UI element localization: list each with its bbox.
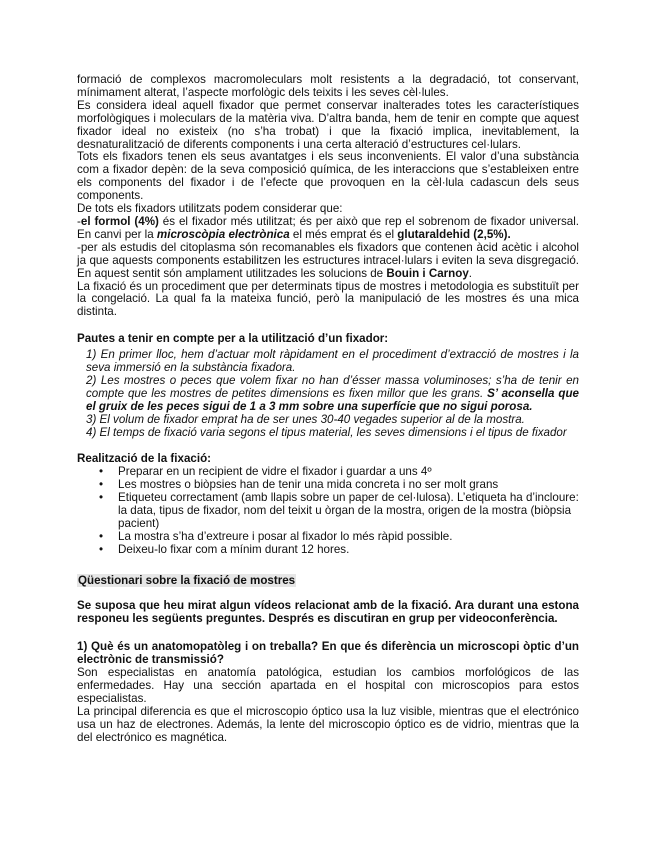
- formol-paragraph: [77, 216, 579, 242]
- microscopia-bold-italic: microscòpia electrònica: [156, 227, 290, 241]
- bullet-icon: •: [99, 529, 104, 543]
- questionari-heading-highlight: Qüestionari sobre la fixació de mostres: [78, 573, 296, 587]
- pautes-item-1: 1) En primer lloc, hem d’actuar molt ràpidament en el procediment d’extracció de mostres i la seva immersió en la substància fixadora.: [86, 348, 579, 375]
- list-item: • Preparar en un recipient de vidre el fixador i guardar a uns 4º: [99, 465, 432, 479]
- questionari-intro: Se suposa que heu mirat algun vídeos relacionat amb de la fixació. Ara durant una estona responeu les següents preguntes. Després es discutiran en grup per videoconferència.: [77, 598, 579, 625]
- question-1: 1) Què és un anatomopatòleg i on treballa? En que és diferència un microscopi òptic d’un electrònic de transmissió?: [77, 640, 579, 667]
- pautes-item-2-bold: S’ aconsella que el gruix de les peces sigui de 1 a 3 mm sobre una superfície que no sigui porosa.: [86, 386, 580, 413]
- intro-paragraph-3: Tots els fixadors tenen els seus avantatges i els seus inconvenients. El valor d’una substància com a fixador depèn: de la seva composició química, de les interaccions que s’estableixen entre els components del fixador i de l’efecte que provoquen en la cèl·lula cadascun dels seus components.: [77, 150, 579, 203]
- list-item: • Deixeu-lo fixar com a mínim durant 12 hores.: [99, 542, 350, 556]
- bullet-icon: •: [99, 491, 104, 505]
- intro-paragraph-2: Es considera ideal aquell fixador que permet conservar inalterades totes les característiques morfològiques i moleculars de la matèria viva. D’altra banda, hem de tenir en compte que aquest fixador ideal no existeix (no s’ha trobat) i que la fixació implica, inevitablement, la desnaturalització de diferents components i una certa alteració d’estructures cel·lulars.: [77, 98, 579, 151]
- formol-bold: el formol (4%): [80, 214, 159, 228]
- intro-paragraph-1: formació de complexos macromoleculars molt resistents a la degradació, tot conservant, mínimament alterat, l’aspecte morfològic dels teixits i les seves cèl·lules.: [77, 73, 579, 99]
- citoplasma-period: .: [468, 266, 473, 280]
- bullet-icon: •: [99, 478, 104, 492]
- pautes-item-3: 3) El volum de fixador emprat ha de ser unes 30-40 vegades superior al de la mostra.: [86, 412, 525, 426]
- formol-text-2: el més emprat és el: [289, 227, 398, 241]
- bullet-icon: •: [99, 465, 104, 479]
- list-item: • La mostra s’ha d’extreure i posar al fixador lo més ràpid possible.: [99, 529, 453, 543]
- citoplasma-text: -per als estudis del citoplasma són recomanables els fixadors que contenen àcid acètic i alcohol ja que aquests components estabilitzen les estructures intracel·lulars i eviten la seva disgregació. En aquest sentit són amplament utilitzades les solucions de: [77, 240, 579, 280]
- formol-text: és el fixador més utilitzat; és per això que rep el sobrenom de fixador universal. En canvi per la: [77, 214, 580, 241]
- pautes-item-4: 4) El temps de fixació varia segons el tipus material, les seves dimensions i el tipus de fixador: [86, 425, 567, 439]
- bouin-carnoy-bold: Bouin i Carnoy: [386, 266, 469, 280]
- realitzacio-heading: Realització de la fixació:: [77, 452, 212, 466]
- list-item: • Etiqueteu correctament (amb llapis sobre un paper de cel·lulosa). L’etiqueta ha d’incloure: la data, tipus de fixador, nom del teixit u òrgan de la mostra, origen de la mostra (biòpsia pacient): [99, 491, 579, 530]
- formol-dash: -: [77, 214, 81, 228]
- answer-1-paragraph-2: La principal diferencia es que el microscopio óptico usa la luz visible, mientras que el electrónico usa un haz de electrones. Además, la lente del microscopio óptico es de vidrio, mientras que la del electrónico es magnética.: [77, 704, 579, 744]
- answer-1-paragraph-1: Son especialistas en anatomía patológica, estudian los cambios morfológicos de las enfermedades. Hay una sección apartada en el hospital con microscopios para estos especialistas.: [77, 666, 579, 706]
- realitzacio-list: [77, 466, 579, 556]
- document-body: [77, 74, 579, 745]
- pautes-item-2: [77, 375, 579, 414]
- citoplasma-paragraph: [77, 242, 579, 281]
- glutaraldehid-bold: glutaraldehid (2,5%).: [397, 227, 511, 241]
- bullet-icon: •: [99, 542, 104, 556]
- pautes-heading: Pautes a tenir en compte per a la utilització d’un fixador:: [77, 332, 389, 346]
- pautes-item-2-text: 2) Les mostres o peces que volem fixar no han d’ésser massa voluminoses; s’ha de tenir en compte que les mostres de petites dimensions es fixen millor que les grans.: [86, 373, 579, 400]
- questionari-heading: [77, 575, 579, 588]
- intro-paragraph-4: De tots els fixadors utilitzats podem considerar que:: [77, 202, 343, 216]
- intro-paragraph-5: La fixació és un procediment que per determinats tipus de mostres i metodologia es substituït per la congelació. La qual fa la mateixa funció, però la manipulació de les mostres és una mica distinta.: [77, 279, 579, 319]
- list-item: • Les mostres o biòpsies han de tenir una mida concreta i no ser molt grans: [99, 478, 499, 492]
